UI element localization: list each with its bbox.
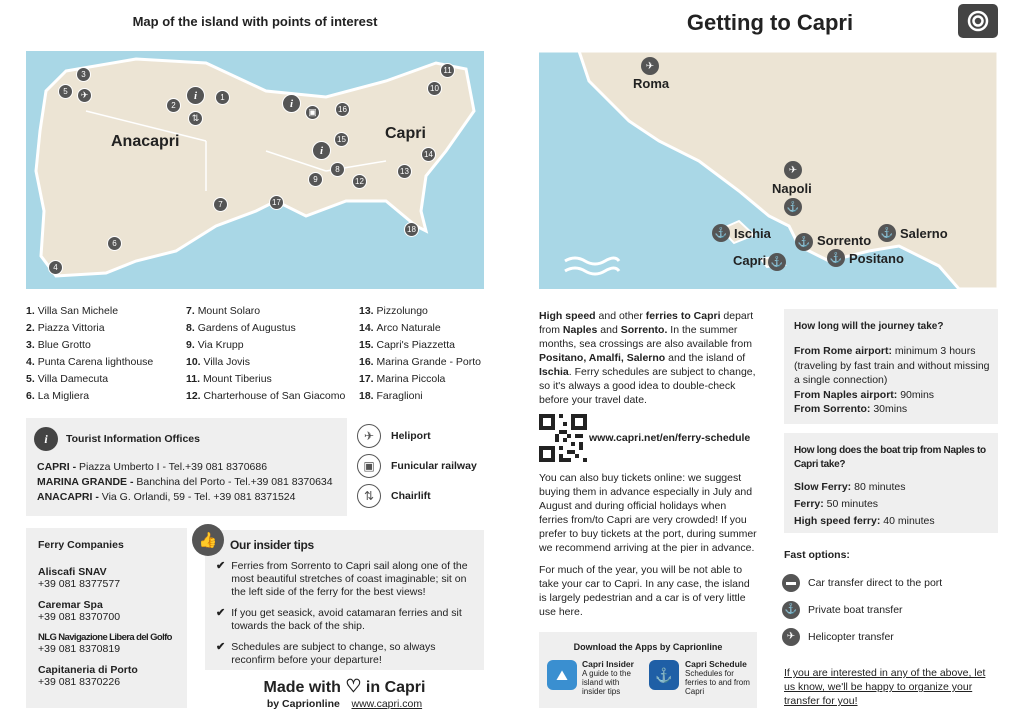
map-info-icon-2[interactable]: i bbox=[282, 94, 301, 113]
boat-value: 40 minutes bbox=[880, 515, 935, 527]
map-pin-12[interactable]: 12 bbox=[352, 174, 367, 189]
office-address: Banchina del Porto - Tel.+39 081 8370634 bbox=[136, 476, 333, 488]
page-title: Getting to Capri bbox=[686, 10, 854, 35]
info-icon: i bbox=[34, 427, 58, 451]
ferry-company bbox=[38, 566, 186, 590]
helicopter-icon: ✈ bbox=[782, 628, 800, 646]
map-chairlift-icon[interactable]: ⇅ bbox=[188, 111, 203, 126]
poi-number: 9. bbox=[186, 339, 198, 351]
poi-number: 5. bbox=[26, 373, 38, 385]
office-address: Via G. Orlandi, 59 - Tel. +39 081 8371524 bbox=[101, 491, 296, 503]
poi-item bbox=[359, 388, 481, 405]
office-address: Piazza Umberto I - Tel.+39 081 8370686 bbox=[79, 461, 268, 473]
poi-name: Villa San Michele bbox=[37, 305, 119, 317]
qr-code-icon[interactable] bbox=[539, 414, 587, 462]
poi-name: Marina Piccola bbox=[376, 373, 446, 385]
poi-item bbox=[186, 371, 345, 388]
journey-value: 30mins bbox=[870, 403, 908, 415]
journey-value: 90mins bbox=[897, 388, 935, 401]
ferry-company-phone: +39 081 8377577 bbox=[38, 578, 121, 590]
map-label-anacapri: Anacapri bbox=[111, 133, 180, 150]
poi-number: 3. bbox=[26, 339, 38, 351]
helicopter-icon: ✈ bbox=[357, 424, 381, 448]
office-name: MARINA GRANDE - bbox=[37, 476, 137, 488]
poi-name: Capri's Piazzetta bbox=[376, 339, 455, 351]
apps-title: Download the Apps by Caprionline bbox=[573, 642, 723, 652]
map-pin-9[interactable]: 9 bbox=[308, 172, 323, 187]
car-icon: ▬ bbox=[782, 574, 800, 592]
map-pin-16[interactable]: 16 bbox=[335, 102, 350, 117]
poi-item bbox=[186, 337, 345, 354]
boat-key: Ferry: bbox=[794, 498, 824, 510]
map-label-napoli: Napoli bbox=[772, 181, 812, 196]
poi-number: 2. bbox=[26, 322, 38, 334]
app-capri-insider[interactable]: Capri Insider A guide to the island with insider tips bbox=[582, 659, 634, 696]
check-icon: ✔ bbox=[216, 641, 226, 653]
region-map[interactable] bbox=[539, 51, 998, 289]
anchor-icon: ⚓ bbox=[768, 253, 786, 271]
poi-name: Marina Grande - Porto bbox=[376, 356, 481, 368]
fast-options-title: Fast options: bbox=[784, 549, 850, 561]
tips-list bbox=[216, 560, 474, 675]
map-info-icon-1[interactable]: i bbox=[186, 86, 205, 105]
map-bus-icon[interactable]: ▣ bbox=[305, 105, 320, 120]
map-pin-5[interactable]: 5 bbox=[58, 84, 73, 99]
poi-column-2 bbox=[186, 303, 345, 405]
ferry-company-name: Capitaneria di Porto bbox=[38, 664, 138, 676]
poi-name: Via Krupp bbox=[197, 339, 244, 351]
poi-item bbox=[26, 354, 153, 371]
poi-name: Gardens of Augustus bbox=[197, 322, 296, 334]
fast-option-label: Helicopter transfer bbox=[808, 630, 894, 643]
map-pin-10[interactable]: 10 bbox=[427, 81, 442, 96]
office-name: ANACAPRI - bbox=[37, 491, 102, 503]
tip-item bbox=[216, 607, 474, 633]
map-pin-3[interactable]: 3 bbox=[76, 67, 91, 82]
made-by-text: by Caprionline bbox=[266, 698, 340, 710]
ferry-schedule-link[interactable]: www.capri.net/en/ferry-schedule bbox=[589, 432, 751, 444]
map-title: Map of the island with points of interest bbox=[132, 14, 378, 29]
capri-schedule-app-icon[interactable]: ⚓ bbox=[649, 660, 679, 690]
map-pin-14[interactable]: 14 bbox=[421, 147, 436, 162]
boat-value: 50 minutes bbox=[823, 498, 879, 510]
apps-box bbox=[539, 632, 757, 708]
map-pin-1[interactable]: 1 bbox=[215, 90, 230, 105]
poi-number: 13. bbox=[359, 305, 377, 317]
thumbs-up-icon: 👍 bbox=[192, 524, 224, 556]
poi-number: 18. bbox=[359, 390, 377, 402]
poi-item bbox=[359, 337, 481, 354]
poi-column-3 bbox=[359, 303, 481, 405]
map-pin-6[interactable]: 6 bbox=[107, 236, 122, 251]
ferry-company bbox=[38, 664, 186, 688]
legend-label: Funicular railway bbox=[391, 460, 477, 472]
app-capri-schedule[interactable]: Capri Schedule Schedules for ferries to and from Capri bbox=[685, 659, 750, 696]
poi-name: La Migliera bbox=[37, 390, 90, 402]
capri-insider-app-icon[interactable]: ⛰ bbox=[547, 660, 577, 690]
anchor-icon: ⚓ bbox=[827, 249, 845, 267]
boat-row bbox=[794, 513, 994, 530]
map-label-ischia: Ischia bbox=[734, 226, 771, 241]
poi-item bbox=[186, 320, 345, 337]
ferry-company bbox=[38, 599, 186, 623]
poi-number: 1. bbox=[26, 305, 38, 317]
tip-text: If you get seasick, avoid catamaran ferries and sit towards the back of the ship. bbox=[231, 607, 462, 632]
map-pin-4[interactable]: 4 bbox=[48, 260, 63, 275]
ferry-company-name: NLG Navigazione Libera del Golfo bbox=[38, 632, 172, 643]
journey-row bbox=[794, 402, 994, 417]
tourist-info-title: Tourist Information Offices bbox=[66, 433, 200, 445]
poi-number: 8. bbox=[186, 322, 198, 334]
anchor-icon: ⚓ bbox=[795, 233, 813, 251]
poi-column-1 bbox=[26, 303, 153, 405]
map-label-sorrento: Sorrento bbox=[817, 233, 872, 248]
journey-key: From Naples airport: bbox=[794, 388, 898, 401]
map-label-roma: Roma bbox=[633, 76, 670, 91]
ferry-title: Ferry Companies bbox=[38, 539, 124, 551]
map-label-salerno: Salerno bbox=[900, 226, 948, 241]
boat-list bbox=[794, 479, 994, 530]
fast-options-list bbox=[782, 569, 942, 650]
journey-title: How long will the journey take? bbox=[794, 321, 944, 332]
anchor-icon: ⚓ bbox=[784, 198, 802, 216]
made-with-pre: Made with bbox=[263, 679, 341, 696]
tip-item bbox=[216, 560, 474, 599]
poi-item bbox=[26, 337, 153, 354]
poi-number: 6. bbox=[26, 390, 38, 402]
map-pin-18[interactable]: 18 bbox=[404, 222, 419, 237]
poi-number: 17. bbox=[359, 373, 377, 385]
ferry-company-name: Caremar Spa bbox=[38, 599, 103, 611]
tourist-info-rows bbox=[37, 460, 333, 505]
heart-icon: ♡ bbox=[345, 676, 362, 696]
poi-number: 15. bbox=[359, 339, 377, 351]
poi-number: 11. bbox=[186, 373, 203, 385]
legend-label: Chairlift bbox=[391, 490, 431, 502]
poi-name: Villa Damecuta bbox=[37, 373, 109, 385]
tickets-paragraph: You can also buy tickets online: we suggest buying them in advance especially in July and August and during official holidays when ferries from/to Capri are very crowded! If you prefer to buy tickets at the port, during summer we recommend arriving at the pier in advance. bbox=[539, 472, 757, 554]
ferry-company-phone: +39 081 8370226 bbox=[38, 676, 121, 688]
poi-number: 12. bbox=[186, 390, 204, 402]
tourist-office-row bbox=[37, 460, 333, 475]
boat-key: Slow Ferry: bbox=[794, 481, 852, 493]
poi-item bbox=[26, 320, 153, 337]
ferry-company-phone: +39 081 8370819 bbox=[38, 643, 121, 655]
ferry-company-name: Aliscafi SNAV bbox=[38, 566, 107, 578]
poi-number: 7. bbox=[186, 305, 198, 317]
journey-value: minimum 3 hours (traveling by fast train and without missing a single connection) bbox=[794, 345, 990, 386]
legend bbox=[357, 421, 477, 511]
map-info-icon-3[interactable]: i bbox=[312, 141, 331, 160]
poi-item bbox=[186, 303, 345, 320]
tourist-info-box bbox=[26, 418, 347, 516]
map-pin-11[interactable]: 11 bbox=[440, 63, 455, 78]
journey-box bbox=[784, 309, 998, 424]
map-pin-7[interactable]: 7 bbox=[213, 197, 228, 212]
poi-name: Piazza Vittoria bbox=[37, 322, 105, 334]
map-pin-15[interactable]: 15 bbox=[334, 132, 349, 147]
journey-key: From Rome airport: bbox=[794, 345, 893, 357]
poi-item bbox=[359, 303, 481, 320]
tips-title: Our insider tips bbox=[230, 538, 314, 552]
office-name: CAPRI - bbox=[37, 461, 79, 473]
journey-row bbox=[794, 344, 994, 388]
boat-title: How long does the boat trip from Naples to Capri take? bbox=[794, 445, 986, 470]
map-pin-8[interactable]: 8 bbox=[330, 162, 345, 177]
poi-item bbox=[359, 371, 481, 388]
contact-link[interactable]: If you are interested in any of the above, let us know, we'll be happy to organize your transfer for you! bbox=[784, 667, 986, 707]
poi-item bbox=[26, 388, 153, 405]
boat-value: 80 minutes bbox=[851, 481, 906, 493]
boat-key: High speed ferry: bbox=[794, 515, 881, 527]
made-with-post: in Capri bbox=[365, 679, 426, 696]
map-label-positano: Positano bbox=[849, 251, 904, 266]
map-pin-2[interactable]: 2 bbox=[166, 98, 181, 113]
boat-trip-box bbox=[784, 433, 998, 533]
poi-name: Arco Naturale bbox=[376, 322, 441, 334]
airplane-icon: ✈ bbox=[784, 161, 802, 179]
poi-name: Punta Carena lighthouse bbox=[37, 356, 154, 368]
ferry-company bbox=[38, 632, 186, 655]
capri-com-link[interactable]: www.capri.com bbox=[351, 698, 423, 710]
chairlift-icon: ⇅ bbox=[357, 484, 381, 508]
poi-item bbox=[359, 354, 481, 371]
legend-label: Heliport bbox=[391, 430, 431, 442]
ferry-companies-box bbox=[26, 528, 187, 708]
bus-icon: ▣ bbox=[357, 454, 381, 478]
fast-option-label: Car transfer direct to the port bbox=[808, 576, 943, 589]
tip-item bbox=[216, 641, 474, 667]
poi-name: Mount Solaro bbox=[197, 305, 261, 317]
poi-name: Charterhouse of San Giacomo bbox=[203, 390, 346, 402]
poi-item bbox=[359, 320, 481, 337]
intro-paragraph: High speed and other ferries to Capri depart from Naples and Sorrento. In the summer months, sea crossings are also available from Positano, Amalfi, Salerno and the island of Ischia. Ferry schedules are subject to change, so it's always a good idea to double-check before your travel date. bbox=[539, 310, 756, 406]
poi-number: 4. bbox=[26, 356, 38, 368]
poi-item bbox=[26, 371, 153, 388]
tip-text: Schedules are subject to change, so always reconfirm before your departure! bbox=[231, 641, 436, 666]
journey-key: From Sorrento: bbox=[794, 403, 871, 415]
fast-option-label: Private boat transfer bbox=[808, 603, 903, 616]
check-icon: ✔ bbox=[216, 607, 226, 619]
ferry-list bbox=[38, 566, 186, 697]
boat-row bbox=[794, 496, 994, 513]
poi-name: Pizzolungo bbox=[376, 305, 428, 317]
map-label-capri: Capri bbox=[385, 125, 426, 142]
ferry-company-phone: +39 081 8370700 bbox=[38, 611, 121, 623]
anchor-icon: ⚓ bbox=[782, 601, 800, 619]
snail-logo-icon[interactable] bbox=[958, 4, 998, 38]
boat-row bbox=[794, 479, 994, 496]
journey-row bbox=[794, 388, 994, 403]
poi-number: 10. bbox=[186, 356, 204, 368]
tourist-office-row bbox=[37, 475, 333, 490]
journey-list bbox=[794, 344, 994, 417]
made-with bbox=[205, 676, 484, 697]
poi-item bbox=[186, 388, 345, 405]
anchor-icon: ⚓ bbox=[878, 224, 896, 242]
check-icon: ✔ bbox=[216, 560, 226, 572]
airplane-icon: ✈ bbox=[641, 57, 659, 75]
anchor-icon: ⚓ bbox=[712, 224, 730, 242]
car-paragraph: For much of the year, you will be not able to take your car to Capri. In any case, the island is largely pedestrian and a car is of very little use here. bbox=[539, 564, 750, 618]
poi-name: Mount Tiberius bbox=[202, 373, 272, 385]
map-label-capri: Capri bbox=[733, 253, 767, 268]
map-pin-17[interactable]: 17 bbox=[269, 195, 284, 210]
poi-item bbox=[186, 354, 345, 371]
made-by bbox=[205, 698, 484, 710]
poi-item bbox=[26, 303, 153, 320]
poi-name: Faraglioni bbox=[376, 390, 423, 402]
poi-name: Blue Grotto bbox=[37, 339, 91, 351]
poi-number: 14. bbox=[359, 322, 377, 334]
insider-tips-box bbox=[198, 530, 484, 670]
map-helicopter-icon[interactable]: ✈ bbox=[77, 88, 92, 103]
poi-name: Villa Jovis bbox=[203, 356, 251, 368]
island-map[interactable] bbox=[26, 51, 484, 289]
map-pin-13[interactable]: 13 bbox=[397, 164, 412, 179]
tip-text: Ferries from Sorrento to Capri sail along one of the most beautiful stretches of coast imaginable; sit on the left side of the ferry for the best views! bbox=[231, 560, 468, 598]
tourist-office-row bbox=[37, 490, 333, 505]
poi-number: 16. bbox=[359, 356, 377, 368]
